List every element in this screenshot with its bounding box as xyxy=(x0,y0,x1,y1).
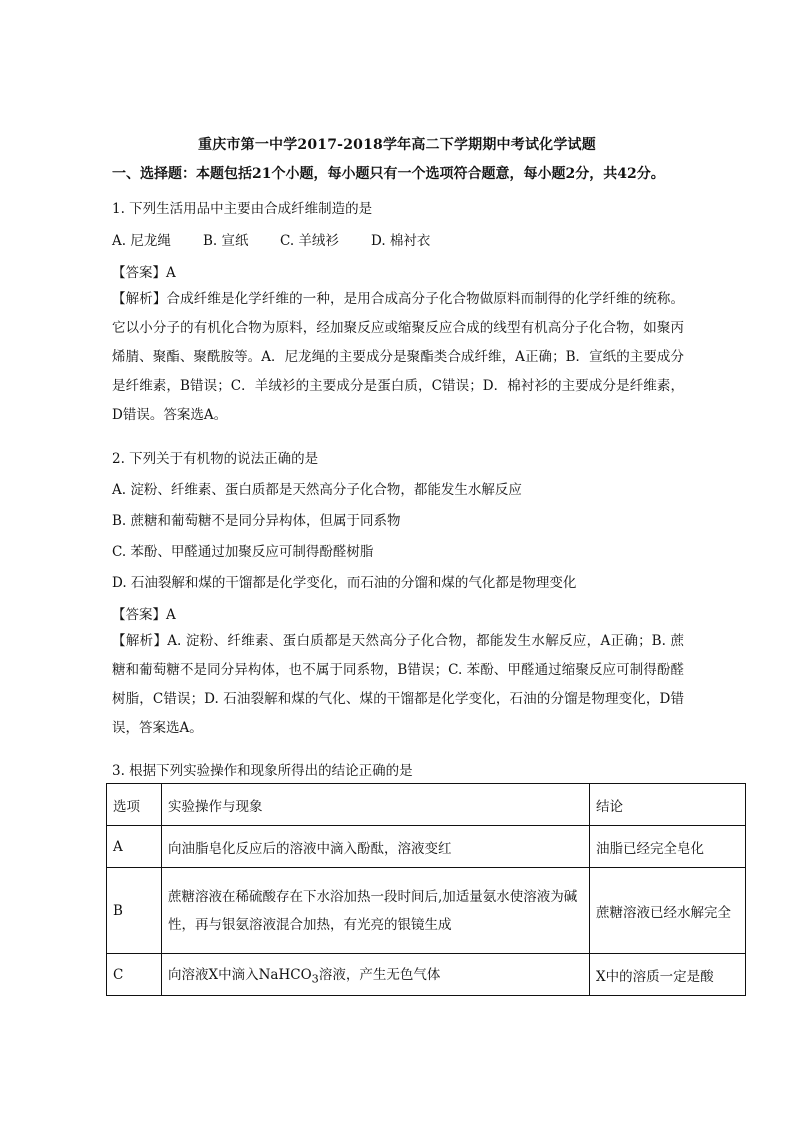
table-row xyxy=(107,868,746,954)
q2-option-d: D. 石油裂解和煤的干馏都是化学变化，而石油的分馏和煤的气化都是物理变化 xyxy=(112,575,577,591)
row-operation xyxy=(162,954,590,996)
q2-stem: 2. 下列关于有机物的说法正确的是 xyxy=(112,451,319,467)
q2-option-a: A. 淀粉、纤维素、蛋白质都是天然高分子化合物，都能发生水解反应 xyxy=(112,482,522,498)
row-conclusion: 蔗糖溶液已经水解完全 xyxy=(590,868,746,954)
row-option: C xyxy=(107,954,162,996)
table-header-row xyxy=(107,784,746,826)
table-row xyxy=(107,826,746,868)
document-title: 重庆市第一中学2017-2018学年高二下学期期中考试化学试题 xyxy=(198,137,596,153)
row-operation-pre: 向溶液X中滴入NaHCO xyxy=(168,967,312,984)
row-conclusion: X中的溶质一定是酸 xyxy=(590,954,746,996)
row-option: A xyxy=(107,826,162,868)
q3-stem: 3. 根据下列实验操作和现象所得出的结论正确的是 xyxy=(112,763,413,779)
q2-answer: 【答案】A xyxy=(112,607,176,623)
q1-answer: 【答案】A xyxy=(112,265,176,281)
q3-table xyxy=(106,783,746,996)
q1-option-b: B. 宣纸 xyxy=(203,233,249,249)
row-operation xyxy=(162,868,590,954)
row-operation: 向油脂皂化反应后的溶液中滴入酚酞，溶液变红 xyxy=(162,826,590,868)
q1-option-d: D. 棉衬衣 xyxy=(371,233,431,249)
q2-analysis: 【解析】A. 淀粉、纤维素、蛋白质都是天然高分子化合物，都能发生水解反应，A正确；B. 蔗糖和葡萄糖不是同分异构体，也不属于同系物，B错误；C. 苯酚、甲醛通过缩聚反应可制得酚醛树脂，C错误；D. 石油裂解和煤的气化、煤的干馏都是化学变化，石油的分馏是物理变化，D错误，答案选A。 xyxy=(112,633,684,736)
row-option: B xyxy=(107,868,162,954)
row-operation-subscript: 3 xyxy=(311,972,319,986)
header-conclusion: 结论 xyxy=(590,784,746,826)
row-operation-text: 蔗糖溶液在稀硫酸存在下水浴加热一段时间后,加适量氨水使溶液为碱性，再与银氨溶液混合加热，有光亮的银镜生成 xyxy=(168,888,578,933)
q1-stem: 1. 下列生活用品中主要由合成纤维制造的是 xyxy=(112,201,373,217)
q1-analysis: 【解析】合成纤维是化学纤维的一种，是用合成高分子化合物做原料而制得的化学纤维的统称。它以小分子的有机化合物为原料，经加聚反应或缩聚反应合成的线型有机高分子化合物，如聚丙烯腈、聚酯、聚酰胺等。A．尼龙绳的主要成分是聚酯类合成纤维，A正确；B．宣纸的主要成分是纤维素，B错误；C．羊绒衫的主要成分是蛋白质，C错误；D．棉衬衫的主要成分是纤维素，D错误。答案选A。 xyxy=(112,291,684,423)
row-operation-post: 溶液，产生无色气体 xyxy=(318,967,441,984)
section-heading: 一、选择题：本题包括21个小题，每小题只有一个选项符合题意，每小题2分，共42分。 xyxy=(112,166,665,182)
row-conclusion: 油脂已经完全皂化 xyxy=(590,826,746,868)
q2-option-b: B. 蔗糖和葡萄糖不是同分异构体，但属于同系物 xyxy=(112,513,401,529)
header-option: 选项 xyxy=(107,784,162,826)
header-operation: 实验操作与现象 xyxy=(162,784,590,826)
q1-option-a: A. 尼龙绳 xyxy=(112,233,171,249)
table-row xyxy=(107,954,746,996)
q2-option-c: C. 苯酚、甲醛通过加聚反应可制得酚醛树脂 xyxy=(112,544,374,560)
q1-option-c: C. 羊绒衫 xyxy=(280,233,339,249)
